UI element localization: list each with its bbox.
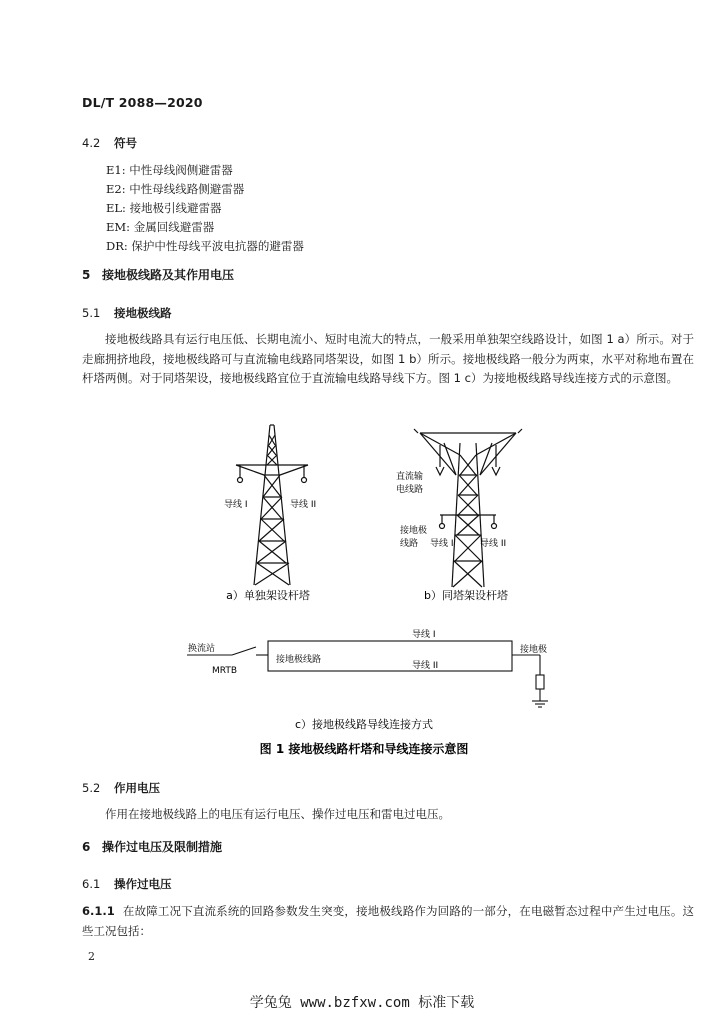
section-6-1-1-number: 6.1.1 (82, 904, 115, 918)
section-6-heading: 6 操作过电压及限制措施 (82, 840, 223, 854)
standard-number: DL/T 2088—2020 (82, 95, 203, 110)
section-5-1-paragraph: 接地极线路具有运行电压低、长期电流小、短时电流大的特点，一般采用单独架空线路设计，如图 1 a）所示。对于走廊拥挤地段，接地极线路可与直流输电线路同塔架设，如图 1 b）所示。接地极线路一般分为两束，水平对称地布置在杆塔两侧。对于同塔架设，接地极线路宜位于直流输电线路导线下方。图 1 c）为接地极线路导线连接方式的示意图。 (82, 332, 694, 385)
symbol-e1: E1: 中性母线阀侧避雷器 (106, 163, 233, 177)
figure-b-caption: b）同塔架设杆塔 (424, 589, 508, 602)
section-6-1-1-paragraph: 6.1.1 在故障工况下直流系统的回路参数发生突变，接地极线路作为回路的一部分，在电磁暂态过程中产生过电压。这些工况包括： (82, 904, 694, 938)
section-6-1-heading: 6.1 操作过电压 (82, 877, 172, 891)
symbol-e2: E2: 中性母线线路侧避雷器 (106, 182, 245, 196)
symbol-dr: DR: 保护中性母线平波电抗器的避雷器 (106, 239, 304, 253)
converter-station-label: 换流站 (188, 644, 216, 654)
tower-b-dc-label-1: 直流输 (396, 472, 424, 482)
section-5-heading: 5 接地极线路及其作用电压 (82, 268, 235, 282)
mrtb-label: MRTB (212, 666, 238, 676)
tower-a-right-label: 导线 II (290, 500, 317, 510)
ground-electrode-label: 接地极 (520, 645, 548, 655)
conductor-1-label: 导线 I (412, 630, 436, 640)
connection-diagram (187, 641, 548, 707)
tower-b-electrode-label-2: 线路 (400, 539, 419, 549)
symbol-el: EL: 接地极引线避雷器 (106, 201, 222, 215)
figure-a-caption: a）单独架设杆塔 (226, 589, 310, 602)
section-5-1-heading: 5.1 接地极线路 (82, 306, 172, 320)
symbol-em: EM: 金属回线避雷器 (106, 220, 215, 234)
tower-a-left-label: 导线 I (224, 500, 248, 510)
tower-b-conductor-1-label: 导线 I (430, 539, 454, 549)
tower-b-electrode-label-1: 接地极 (400, 526, 428, 536)
figure-title: 图 1 接地极线路杆塔和导线连接示意图 (259, 742, 469, 756)
section-5-2-paragraph: 作用在接地极线路上的电压有运行电压、操作过电压和雷电过电压。 (105, 807, 450, 821)
watermark-footer: 学兔兔 www.bzfxw.com 标准下载 (249, 995, 475, 1011)
page-number: 2 (88, 950, 95, 963)
electrode-line-label: 接地极线路 (276, 655, 322, 665)
conductor-2-label: 导线 II (412, 661, 439, 671)
figure-1 (0, 415, 724, 765)
tower-b-conductor-2-label: 导线 II (480, 539, 507, 549)
section-5-2-heading: 5.2 作用电压 (82, 781, 160, 795)
section-4-2-heading: 4.2 符号 (82, 136, 137, 150)
tower-b-dc-label-2: 电线路 (396, 485, 424, 495)
tower-b-diagram (414, 429, 522, 587)
figure-c-caption: c）接地极线路导线连接方式 (294, 718, 434, 731)
